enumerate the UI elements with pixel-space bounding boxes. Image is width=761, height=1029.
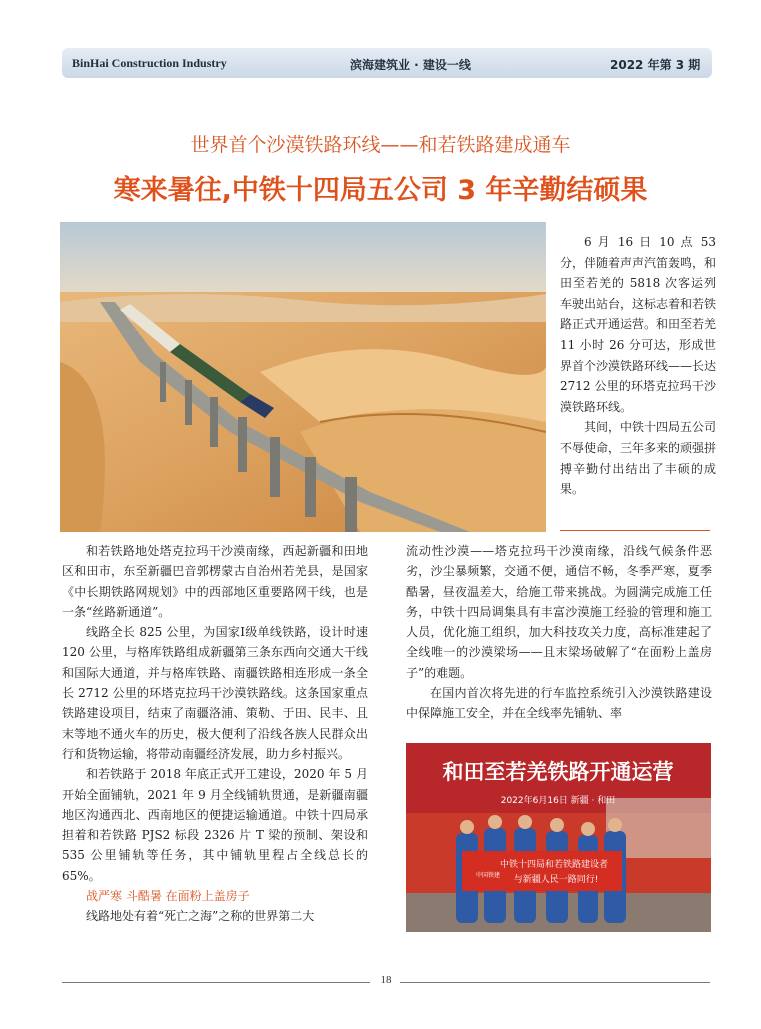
body-column-left [62, 541, 368, 927]
body-paragraph: 流动性沙漠——塔克拉玛干沙漠南缘，沿线气候条件恶劣，沙尘暴频繁，交通不便，通信不畅，冬季严寒，夏季酷暑，昼夜温差大，给施工带来挑战。为圆满完成施工任务，中铁十四局调集具有丰富沙漠施工经验的管理和施工人员，优化施工组织，加大科技攻关力度，高标准建起了全线唯一的沙漠梁场——且末梁场破解了“在面粉上盖房子”的难题。 [406, 544, 712, 680]
header-section: 滨海建筑业 · 建设一线 [350, 58, 471, 72]
footer-rule-left [62, 982, 370, 983]
intro-divider [560, 530, 710, 531]
banner-title: 和田至若羌铁路开通运营 [442, 760, 674, 784]
banner-date: 2022年6月16日 新疆 · 和田 [500, 796, 616, 806]
intro-paragraph: 6 月 16 日 10 点 53 分，伴随着声声汽笛轰鸣，和田至若羌的 5818 次客运列车驶出站台，这标志着和若铁路正式开通运营。和田至若羌 11 小时 26 分可达，形成世界首个沙漠铁路环线——长达 2712 公里的环塔克拉玛干沙漠铁路环线。 [560, 235, 717, 414]
sign-logo: 中国铁建 [476, 872, 501, 879]
body-column-right [406, 541, 712, 724]
sign-line-2: 与新疆人民一路同行! [513, 875, 599, 885]
section-heading: 战严寒 斗酷暑 在面粉上盖房子 [86, 889, 250, 904]
opening-ceremony-photo [406, 743, 711, 932]
footer-rule-right [400, 982, 710, 983]
body-paragraph: 线路地处有着“死亡之海”之称的世界第二大 [86, 909, 315, 924]
intro-column [560, 232, 716, 500]
body-paragraph: 线路全长 825 公里，为国家Ⅰ级单线铁路，设计时速 120 公里，与格库铁路组成新疆第三条东西向交通大干线和国际大通道，并与格库铁路、南疆铁路相连形成一条全长 2712 公里的环塔克拉玛干沙漠铁路线。这条国家重点铁路建设项目，结束了南疆洛浦、策勒、于田、民丰、且末等地不通火车的历史，极大便利了沿线各族人民群众出行和货物运输，将带动南疆经济发展，助力乡村振兴。 [62, 625, 368, 761]
intro-paragraph: 其间，中铁十四局五公司不辱使命，三年多来的顽强拼搏辛勤付出结出了丰硕的成果。 [560, 420, 717, 497]
sign-line-1: 中铁十四局和若铁路建设者 [499, 860, 609, 870]
article-subtitle: 世界首个沙漠铁路环线——和若铁路建成通车 [190, 134, 571, 156]
body-paragraph: 在国内首次将先进的行车监控系统引入沙漠铁路建设中保障施工安全，并在全线率先铺轨、率 [406, 686, 712, 721]
article-title: 寒来暑往,中铁十四局五公司 3 年辛勤结硕果 [113, 175, 648, 206]
header-publication-en: BinHai Construction Industry [72, 56, 227, 70]
desert-railway-photo [60, 222, 546, 532]
body-paragraph: 和若铁路于 2018 年底正式开工建设，2020 年 5 月开始全面铺轨，2021 年 9 月全线铺轨贯通，是新疆南疆地区沟通西北、西南地区的便捷运输通道。中铁十四局承担着和若铁路 PJS2 标段 2326 片 T 梁的预制、架设和 535 公里铺轨等任务，其中铺轨里程占全线总长的 65%。 [62, 767, 368, 883]
body-paragraph: 和若铁路地处塔克拉玛干沙漠南缘，西起新疆和田地区和田市，东至新疆巴音郭楞蒙古自治州若羌县，是国家《中长期铁路网规划》中的西部地区重要路网干线，也是一条“丝路新通道”。 [62, 544, 368, 619]
header-issue: 2022 年第 3 期 [610, 58, 701, 72]
page-number: 18 [380, 974, 392, 986]
